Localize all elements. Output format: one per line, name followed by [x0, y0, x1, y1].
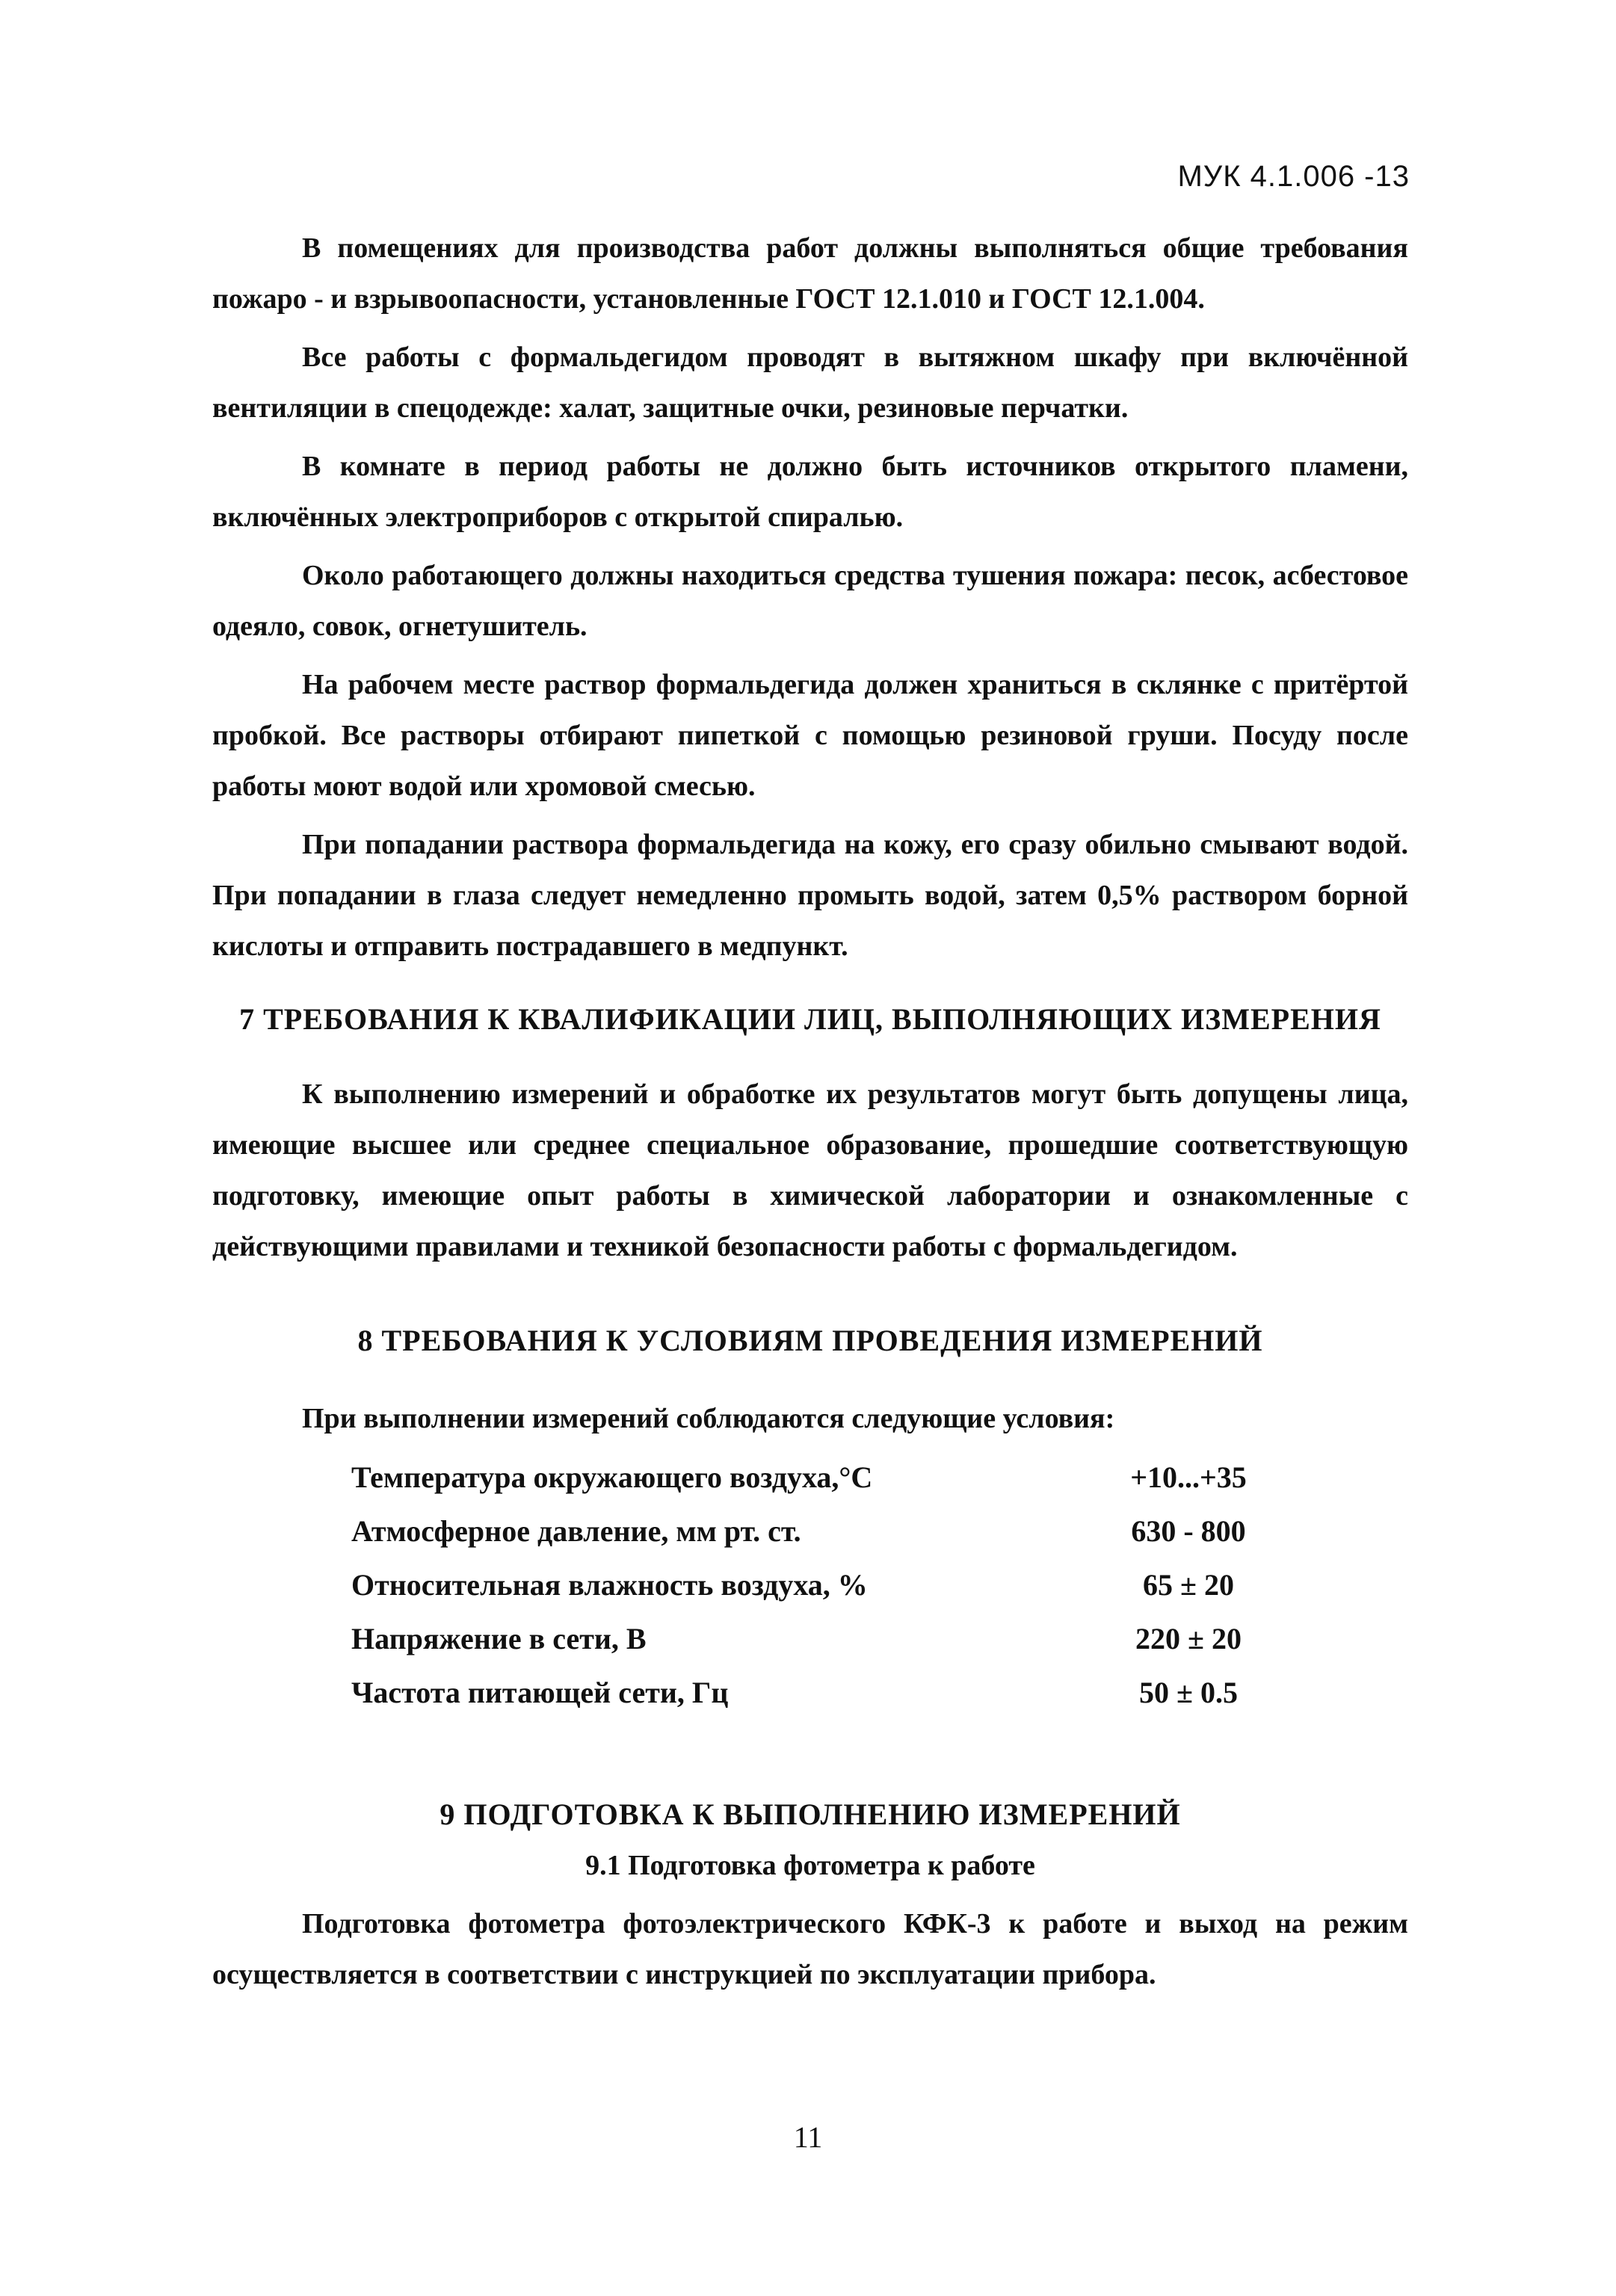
- safety-paragraph: Около работающего должны находиться средства тушения пожара: песок, асбестовое одеяло, совок, огнетушитель.: [212, 560, 1408, 642]
- safety-paragraph: Все работы с формальдегидом проводят в вытяжном шкафу при включённой вентиляции в спецодежде: халат, защитные очки, резиновые перчатки.: [212, 342, 1408, 424]
- safety-paragraph: В комнате в период работы не должно быть источников открытого пламени, включённых электроприборов с открытой спиралью.: [212, 451, 1408, 533]
- safety-requirements: [212, 223, 1408, 979]
- condition-row: [351, 1665, 1286, 1719]
- condition-label: Температура окружающего воздуха,°С: [351, 1460, 873, 1494]
- condition-value: 50 ± 0.5: [1139, 1675, 1238, 1709]
- section-9-heading: 9 ПОДГОТОВКА К ВЫПОЛНЕНИЮ ИЗМЕРЕНИЙ: [440, 1797, 1181, 1831]
- section-9-body: [212, 1898, 1408, 2008]
- condition-label: Относительная влажность воздуха, %: [351, 1567, 868, 1602]
- condition-value: 65 ± 20: [1143, 1567, 1234, 1602]
- section-9-paragraph: Подготовка фотометра фотоэлектрического КФК-3 к работе и выход на режим осуществляется в соответствии с инструкцией по эксплуатации прибора.: [212, 1908, 1408, 1990]
- safety-paragraph: В помещениях для производства работ должны выполняться общие требования пожаро - и взрывоопасности, установленные ГОСТ 12.1.010 и ГОСТ 12.1.004.: [212, 232, 1408, 315]
- condition-value: 630 - 800: [1131, 1513, 1246, 1548]
- condition-row: [351, 1450, 1286, 1504]
- section-8-heading: 8 ТРЕБОВАНИЯ К УСЛОВИЯМ ПРОВЕДЕНИЯ ИЗМЕРЕНИЙ: [357, 1324, 1263, 1357]
- condition-value: +10...+35: [1130, 1460, 1247, 1494]
- section-7-paragraph: К выполнению измерений и обработке их результатов могут быть допущены лица, имеющие высшее или среднее специальное образование, прошедшие соответствующую подготовку, имеющие опыт работы в химической лаборатории и ознакомленные с действующими правилами и техникой безопасности работы с формальдегидом.: [212, 1078, 1408, 1262]
- safety-paragraph: При попадании раствора формальдегида на кожу, его сразу обильно смывают водой. При попадании в глаза следует немедленно промыть водой, затем 0,5% раствором борной кислоты и отправить пострадавшего в медпункт.: [212, 829, 1408, 962]
- page-number: 11: [793, 2120, 823, 2154]
- condition-row: [351, 1558, 1286, 1611]
- conditions-intro: При выполнении измерений соблюдаются следующие условия:: [302, 1403, 1115, 1434]
- condition-label: Частота питающей сети, Гц: [351, 1675, 729, 1709]
- section-7-body: [212, 1069, 1408, 1280]
- document-code: МУК 4.1.006 -13: [1177, 160, 1410, 193]
- section-9-1-heading: 9.1 Подготовка фотометра к работе: [585, 1850, 1035, 1881]
- condition-row: [351, 1611, 1286, 1665]
- section-7-heading: 7 ТРЕБОВАНИЯ К КВАЛИФИКАЦИИ ЛИЦ, ВЫПОЛНЯЮЩИХ ИЗМЕРЕНИЯ: [239, 1002, 1381, 1036]
- condition-label: Атмосферное давление, мм рт. ст.: [351, 1513, 801, 1548]
- condition-row: [351, 1504, 1286, 1558]
- condition-value: 220 ± 20: [1135, 1621, 1242, 1655]
- condition-label: Напряжение в сети, В: [351, 1621, 647, 1655]
- safety-paragraph: На рабочем месте раствор формальдегида должен храниться в склянке с притёртой пробкой. Все растворы отбирают пипеткой с помощью резиновой груши. Посуду после работы моют водой или хромовой смесью.: [212, 669, 1408, 802]
- conditions-table: [351, 1450, 1286, 1719]
